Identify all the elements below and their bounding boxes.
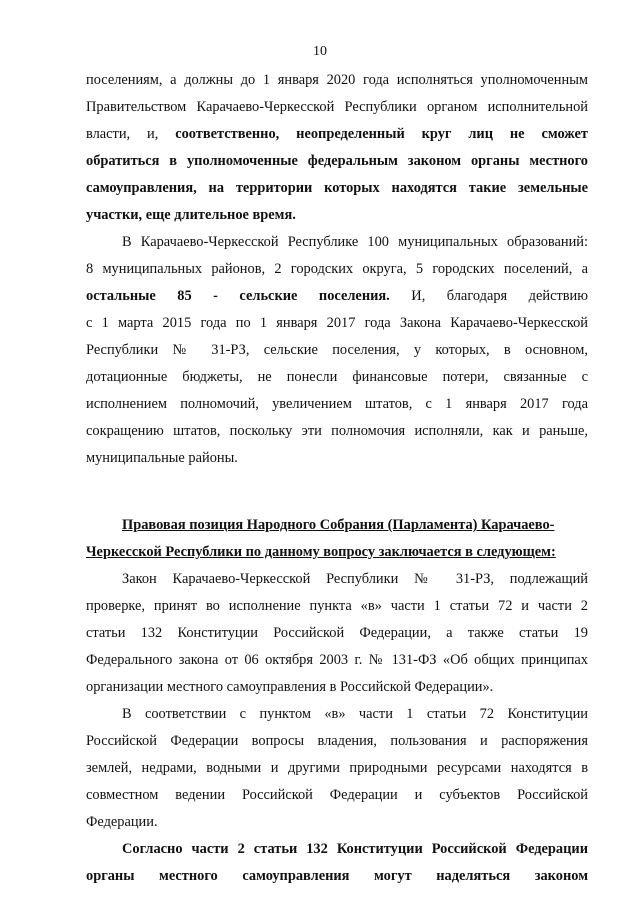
paragraph-5 xyxy=(86,836,588,890)
text-line: статьи 132 Конституции Российской Федерации, а также статьи 19 xyxy=(86,625,588,641)
text-line: организации местного самоуправления в Российской Федерации». xyxy=(86,679,494,695)
bold-text: остальные 85 - сельские поселения. xyxy=(86,288,390,304)
bold-line: обратиться в уполномоченные федеральным законом органы местного xyxy=(86,153,588,169)
text-line: исполнением полномочий, увеличением штатов, с 1 января 2017 года xyxy=(86,396,588,412)
text-line: Правительством Карачаево-Черкесской Республики органом исполнительной xyxy=(86,99,588,115)
text-line: муниципальные районы. xyxy=(86,450,238,466)
text-line xyxy=(86,283,588,310)
page-number: 10 xyxy=(313,44,327,59)
bold-line: самоуправления, на территории которых находятся такие земельные xyxy=(86,180,588,196)
heading-line: Черкесской Республики по данному вопросу заключается в следующем: xyxy=(86,544,556,560)
text-line: Закон Карачаево-Черкесской Республики № 31-РЗ, подлежащий xyxy=(122,571,588,587)
text-line: сокращению штатов, поскольку эти полномочия исполняли, как и раньше, xyxy=(86,423,588,439)
paragraph-4 xyxy=(86,701,588,836)
text-line: совместном ведении Российской Федерации и субъектов Российской xyxy=(86,787,588,803)
text-line xyxy=(86,121,588,148)
text-line: Российской Федерации вопросы владения, пользования и распоряжения xyxy=(86,733,588,749)
text-line: Федерации. xyxy=(86,814,158,830)
document-body xyxy=(86,67,588,890)
text-line: с 1 марта 2015 года по 1 января 2017 года Закона Карачаево-Черкесской xyxy=(86,315,588,331)
section-heading xyxy=(86,512,588,566)
text-fragment: И, благодаря действию xyxy=(389,288,588,304)
text-line: Федерального закона от 06 октября 2003 г. № 131-ФЗ «Об общих принципах xyxy=(86,652,588,668)
paragraph-3 xyxy=(86,566,588,701)
heading-line: Правовая позиция Народного Собрания (Парламента) Карачаево- xyxy=(122,517,555,533)
text-line: 8 муниципальных районов, 2 городских округа, 5 городских поселений, а xyxy=(86,261,588,277)
bold-text: соответственно, неопределенный круг лиц не сможет xyxy=(175,126,588,142)
paragraph-1 xyxy=(86,67,588,229)
paragraph-2 xyxy=(86,229,588,472)
text-line: проверке, принят во исполнение пункта «в» части 1 статьи 72 и части 2 xyxy=(86,598,588,614)
bold-line: участки, еще длительное время. xyxy=(86,207,296,223)
paragraph-gap xyxy=(86,472,588,512)
text-line: Республики № 31-РЗ, сельские поселения, у которых, в основном, xyxy=(86,342,588,358)
text-line: землей, недрами, водными и другими природными ресурсами находятся в xyxy=(86,760,588,776)
text-line: В соответствии с пунктом «в» части 1 статьи 72 Конституции xyxy=(122,706,588,722)
text-line: поселениям, а должны до 1 января 2020 года исполняться уполномоченным xyxy=(86,72,588,88)
bold-line: органы местного самоуправления могут наделяться законом xyxy=(86,868,588,884)
bold-line: Согласно части 2 статьи 132 Конституции Российской Федерации xyxy=(122,841,588,857)
text-line: дотационные бюджеты, не понесли финансовые потери, связанные с xyxy=(86,369,588,385)
text-line: В Карачаево-Черкесской Республике 100 муниципальных образований: xyxy=(122,234,588,250)
text-fragment: власти, и, xyxy=(86,126,176,142)
